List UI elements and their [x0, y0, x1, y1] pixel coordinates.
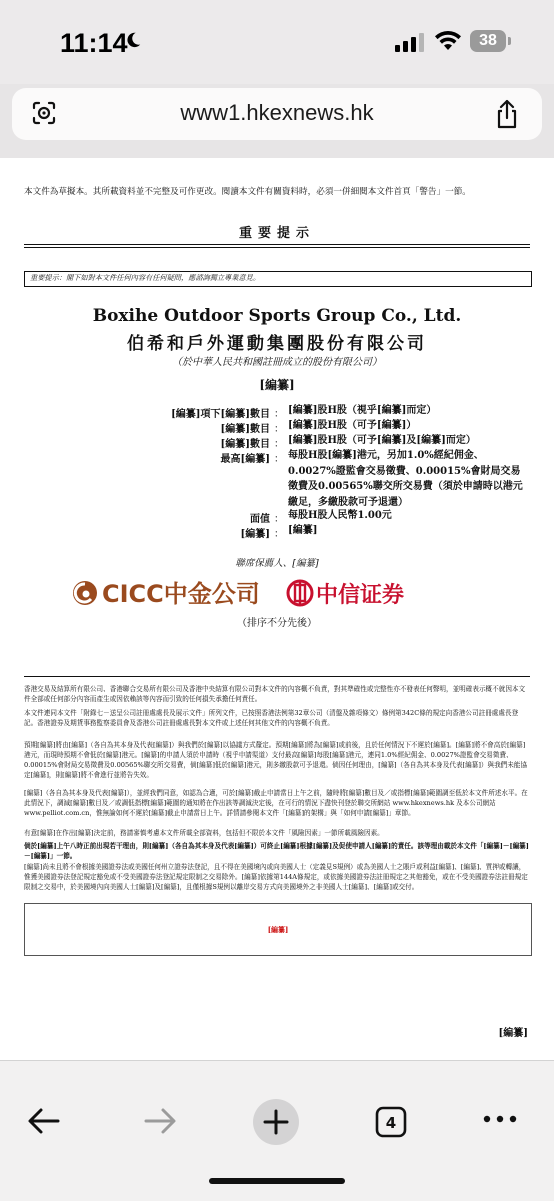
new-tab-button[interactable]: [252, 1098, 300, 1146]
battery-tip: [508, 37, 511, 45]
cellular-signal-icon: [395, 32, 425, 52]
divider: [24, 676, 530, 677]
share-icon[interactable]: [494, 98, 520, 130]
redacted-box: [24, 903, 532, 956]
offer-key: [編纂]項下[編纂]數目: [171, 409, 270, 420]
offer-value: [編纂]股H股（視乎[編纂]而定）: [288, 405, 437, 416]
offer-colon: ：: [274, 424, 284, 435]
offer-value: [編纂]股H股（可予[編纂]）: [288, 420, 417, 431]
offer-colon: ：: [274, 454, 284, 465]
wifi-icon: [434, 28, 462, 52]
status-bar: [0, 0, 554, 84]
home-indicator[interactable]: [209, 1178, 345, 1184]
offer-value: [編纂]股H股（可予[編纂]及[編纂]而定）: [288, 435, 476, 446]
offer-key: [編纂]數目: [220, 424, 270, 435]
offer-value: 每股H股人民幣1.00元: [288, 510, 392, 521]
important-title: 重要提示: [238, 226, 315, 241]
tabs-button[interactable]: [374, 1105, 410, 1139]
divider: [24, 244, 530, 245]
pricing-paragraph: 預期[編纂]將由[編纂]（各自為其本身及代表[編纂]）與我們於[編纂]以協議方式釐定。預期[編纂]將為[編纂]或前後，且於任何情況下不遲於[編纂]。[編纂]將不會高於[編纂]港元，而現時預期不會低於[編纂]港元。[編纂]的申請人須於申請時（視乎申請渠道）支付最高[編纂]每股[編纂]港元，連同1.0%經紀佣金、0.0027%證監會交易徵費、0.00015%會財局交易徵費及0.00565%聯交所交易費，倘[編纂]低於[編纂]港元，則多繳股款可予退還。倘因任何理由，[編纂]（各自為其本身及代表[編纂]）與我們未能協定[編纂]，則[編纂]將不會進行並將告失效。: [24, 741, 528, 779]
offer-colon: ：: [274, 409, 284, 420]
order-note: （排序不分先後）: [237, 618, 317, 629]
offer-key: 最高[編纂]: [220, 454, 270, 465]
joint-sponsors-label: 聯席保薦人、[編纂]: [235, 558, 319, 569]
divider: [24, 247, 530, 248]
moon-icon: [124, 31, 142, 49]
citic-logo: [286, 576, 410, 610]
redacted-box-text: [編纂]: [267, 925, 289, 934]
offer-colon: ：: [274, 529, 284, 540]
company-name-en: Boxihe Outdoor Sports Group Co., Ltd.: [92, 306, 462, 326]
cicc-logo: [70, 576, 270, 610]
draft-notice: 本文件為草擬本。其所載資料並不完整及可作更改。閱讀本文件有關資料時，必須一併細閱本文件首頁「警告」一節。: [24, 187, 471, 197]
us-securities-paragraph: [編纂]尚未且將不會根據美國證券法或美國任何州立證券法登記，且不得在美國境內或向美國人士（定義見S規例）或為美國人士之賬戶或利益[編纂]、[編纂]、質押或轉讓，惟獲美國證券法登記規定豁免或不受美國證券法登記規定限制之交易除外。[編纂]依據第144A條規定，或依據美國證券法註冊規定之其他豁免，或在不受美國證券法註冊規定限制之交易中，於美國境內向美國人士[編纂]及[編纂]，且僅根據S規例以離岸交易方式向美國境外之非美國人士[編纂]、[編纂]或交付。: [24, 863, 528, 891]
disclaimer-paragraph: 香港交易及結算所有限公司、香港聯合交易所有限公司及香港中央結算有限公司對本文件的內容概不負責，對其準確性或完整性亦不發表任何聲明，並明確表示概不就因本文件全部或任何部分內容而產生或因依賴該等內容而引致的任何損失承擔任何責任。: [24, 685, 526, 703]
cicc-wordmark: CICC中金公司: [102, 580, 260, 608]
more-menu-icon[interactable]: [482, 1112, 518, 1126]
warning-text: 重要提示：閣下如對本文件任何內容有任何疑問，應諮詢獨立專業意見。: [30, 273, 261, 282]
offer-key: [編纂]: [240, 529, 270, 540]
tab-count: 4: [385, 1114, 397, 1132]
forward-arrow-icon[interactable]: [142, 1106, 178, 1136]
incorporation-note: （於中華人民共和國註冊成立的股份有限公司）: [172, 357, 382, 368]
risk-paragraph: 有意[編纂]在作出[編纂]決定前，務請審慎考慮本文件所載全部資料，包括但不限於本文件「風險因素」一節所載風險因素。: [24, 829, 384, 837]
offer-value: [編纂]: [288, 525, 318, 536]
citic-wordmark: 中信证券: [316, 583, 405, 608]
status-time: 11:14: [60, 28, 128, 58]
offer-key: 面值: [250, 514, 270, 525]
company-name-zh: 伯希和戶外運動集團股份有限公司: [127, 334, 427, 354]
offer-colon: ：: [274, 439, 284, 450]
offer-colon: ：: [274, 514, 284, 525]
page-footer: [編纂]: [498, 1028, 528, 1039]
offer-key: [編纂]數目: [220, 439, 270, 450]
battery-indicator: 38: [470, 30, 506, 52]
back-arrow-icon[interactable]: [26, 1106, 62, 1136]
offer-value: 每股H股[編纂]港元，另加1.0%經紀佣金、0.0027%證監會交易徵費、0.00015%會財局交易徵費及0.00565%聯交所交易費（須於申請時以港元繳足，多繳股款可予退還）: [288, 450, 523, 508]
registration-paragraph: 本文件連同本文件「附錄七－送呈公司註冊處處長及展示文件」所列文件，已按照香港法例第32章公司（清盤及雜項條文）條例第342C條的規定向香港公司註冊處處長登記。香港證券及期貨事務監察委員會及香港公司註冊處處長對本文件或上述任何其他文件的內容概不負責。: [24, 709, 519, 727]
url-text[interactable]: www1.hkexnews.hk: [180, 100, 374, 125]
termination-paragraph: 倘於[編纂]上午八時正前出現若干理由，則[編纂]（各自為其本身及代表[編纂]）可終止[編纂]根據[編纂]及促使申請人[編纂]的責任。該等理由載於本文件「[編纂]－[編纂]－[編纂]」一節。: [24, 842, 529, 860]
redacted-heading: [編纂]: [259, 378, 295, 392]
adjustment-paragraph: [編纂]（各自為其本身及代表[編纂]），並經我們同意，如認為合適，可於[編纂]截止申請當日上午之前，隨時將[編纂]數目及／或指標[編纂]範圍調至低於本文件所述水平。在此情況下，調減[編纂]數目及／或調低指標[編纂]範圍的通知將在作出該等調減決定後，在可行的情況下盡快刊登於聯交所網站 www.hkexnews.hk 及本公司網站 www.pelliot.com.cn，惟無論如何不遲於[編纂]截止申請當日上午。詳情請參閱本文件「[編纂]的架構」與「如何申請[編纂]」章節。: [24, 789, 528, 817]
